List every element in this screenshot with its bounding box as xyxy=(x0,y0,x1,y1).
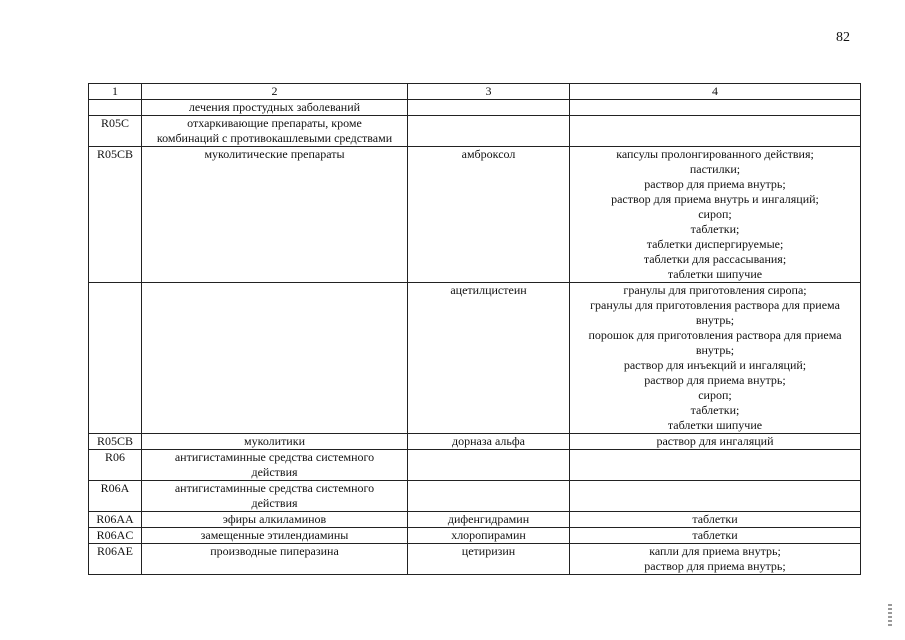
group-name-cell xyxy=(142,147,408,283)
drug-name-cell xyxy=(408,450,570,481)
group-name-line: производные пиперазина xyxy=(210,544,339,558)
header-row xyxy=(89,84,861,100)
dosage-form-line: таблетки; xyxy=(690,222,740,236)
table-row xyxy=(89,283,861,434)
dosage-form-line: раствор для ингаляций xyxy=(656,434,774,448)
atc-code-cell: R06AC xyxy=(89,528,142,544)
group-name-line: муколитические препараты xyxy=(204,147,345,161)
group-name-cell xyxy=(142,450,408,481)
dosage-forms-cell xyxy=(570,450,861,481)
atc-code-cell: R06 xyxy=(89,450,142,481)
drug-name-cell: амброксол xyxy=(408,147,570,283)
table-row xyxy=(89,450,861,481)
dosage-form-line: таблетки xyxy=(692,512,738,526)
atc-code-cell: R06A xyxy=(89,481,142,512)
dosage-form-line: таблетки диспергируемые; xyxy=(646,237,784,251)
drug-name-cell: ацетилцистеин xyxy=(408,283,570,434)
dosage-form-line: таблетки; xyxy=(690,403,740,417)
dosage-form-line: таблетки xyxy=(692,528,738,542)
group-name-line: действия xyxy=(251,465,298,479)
dosage-form-line: порошок для приготовления раствора для приема xyxy=(588,328,842,342)
atc-code-cell: R05CB xyxy=(89,434,142,450)
table-row xyxy=(89,528,861,544)
drug-name-cell: цетиризин xyxy=(408,544,570,575)
table-row xyxy=(89,544,861,575)
dosage-form-line: капли для приема внутрь; xyxy=(649,544,781,558)
atc-code-cell xyxy=(89,100,142,116)
group-name-cell xyxy=(142,283,408,434)
dosage-form-line: раствор для приема внутрь и ингаляций; xyxy=(611,192,819,206)
dosage-form-line: таблетки шипучие xyxy=(667,418,763,432)
drug-name-cell: дорназа альфа xyxy=(408,434,570,450)
atc-code-cell: R05C xyxy=(89,116,142,147)
header-cell-2: 2 xyxy=(142,84,408,100)
group-name-cell xyxy=(142,100,408,116)
page-number: 82 xyxy=(836,30,850,45)
drug-name-cell: хлоропирамин xyxy=(408,528,570,544)
header-cell-1: 1 xyxy=(89,84,142,100)
atc-code-cell xyxy=(89,283,142,434)
dosage-forms-cell xyxy=(570,116,861,147)
dosage-forms-cell xyxy=(570,147,861,283)
header-cell-4: 4 xyxy=(570,84,861,100)
drug-name-cell: дифенгидрамин xyxy=(408,512,570,528)
group-name-line: эфиры алкиламинов xyxy=(222,512,327,526)
dosage-form-line: раствор для приема внутрь; xyxy=(644,177,786,191)
dosage-forms-cell xyxy=(570,512,861,528)
group-name-line: комбинаций с противокашлевыми средствами xyxy=(156,131,393,145)
header-cell-3: 3 xyxy=(408,84,570,100)
atc-code-cell: R06AE xyxy=(89,544,142,575)
dosage-form-line: раствор для приема внутрь; xyxy=(644,373,786,387)
dosage-form-line: таблетки шипучие xyxy=(667,267,763,281)
dosage-forms-cell xyxy=(570,528,861,544)
table-row xyxy=(89,100,861,116)
drug-name-cell xyxy=(408,116,570,147)
atc-code-cell: R06AA xyxy=(89,512,142,528)
dosage-forms-cell xyxy=(570,481,861,512)
drug-name-cell xyxy=(408,100,570,116)
table-body xyxy=(89,84,861,575)
group-name-cell xyxy=(142,116,408,147)
drug-name-cell xyxy=(408,481,570,512)
dosage-form-line: таблетки для рассасывания; xyxy=(643,252,787,266)
dosage-form-line: сироп; xyxy=(698,207,732,221)
group-name-cell xyxy=(142,434,408,450)
table-row xyxy=(89,147,861,283)
dosage-forms-cell xyxy=(570,283,861,434)
group-name-line: замещенные этилендиамины xyxy=(200,528,349,542)
atc-code-cell: R05CB xyxy=(89,147,142,283)
dosage-forms-cell xyxy=(570,434,861,450)
dosage-form-line: раствор для приема внутрь; xyxy=(644,559,786,573)
dosage-forms-cell xyxy=(570,544,861,575)
group-name-cell xyxy=(142,481,408,512)
dosage-form-line: гранулы для приготовления сиропа; xyxy=(623,283,807,297)
group-name-line: антигистаминные средства системного xyxy=(174,450,375,464)
dosage-form-line: внутрь; xyxy=(695,343,735,357)
dosage-form-line: капсулы пролонгированного действия; xyxy=(616,147,814,161)
table-row xyxy=(89,512,861,528)
table-row xyxy=(89,481,861,512)
group-name-cell xyxy=(142,544,408,575)
group-name-line: действия xyxy=(251,496,298,510)
table-row xyxy=(89,116,861,147)
group-name-cell xyxy=(142,528,408,544)
group-name-cell xyxy=(142,512,408,528)
dosage-form-line: сироп; xyxy=(698,388,732,402)
dosage-forms-cell xyxy=(570,100,861,116)
group-name-line: муколитики xyxy=(244,434,305,448)
group-name-line: лечения простудных заболеваний xyxy=(188,100,361,114)
dosage-form-line: пастилки; xyxy=(689,162,741,176)
medication-table xyxy=(88,83,861,575)
dosage-form-line: раствор для инъекций и ингаляций; xyxy=(623,358,807,372)
group-name-line: антигистаминные средства системного xyxy=(174,481,375,495)
table-row xyxy=(89,434,861,450)
dosage-form-line: гранулы для приготовления раствора для приема xyxy=(590,298,840,312)
scan-artifact xyxy=(888,604,892,626)
dosage-form-line: внутрь; xyxy=(695,313,735,327)
group-name-line: отхаркивающие препараты, кроме xyxy=(187,116,362,130)
